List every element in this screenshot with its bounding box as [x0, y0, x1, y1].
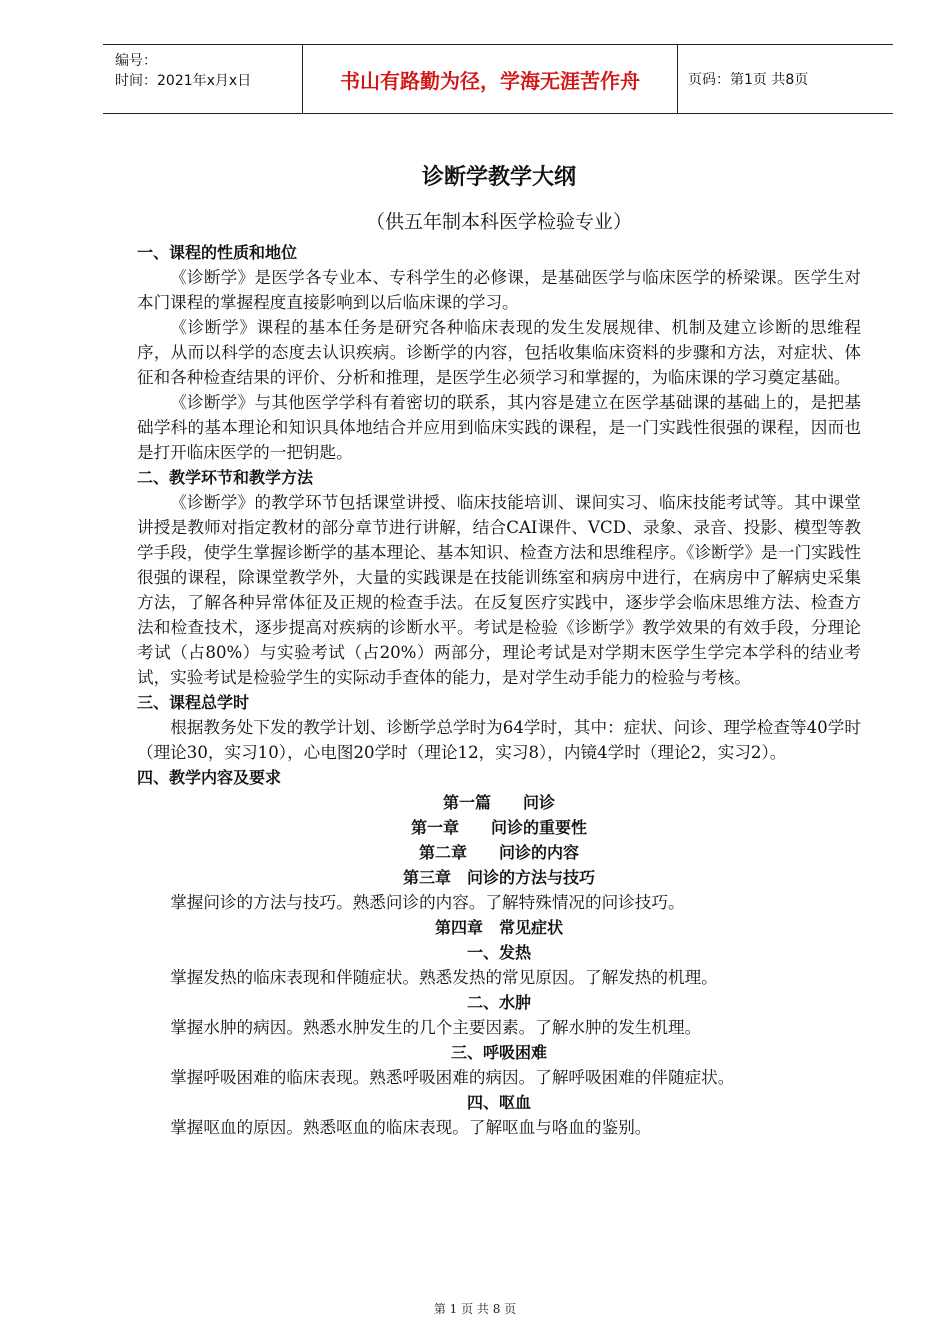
header-number: 编号： — [115, 53, 157, 69]
requirement-text: 掌握水肿的病因。熟悉水肿发生的几个主要因素。了解水肿的发生机理。 — [170, 1018, 702, 1037]
header-page-info: 页码：第1页 共8页 — [688, 72, 809, 88]
requirement-text: 掌握呕血的原因。熟悉呕血的临床表现。了解呕血与咯血的鉴别。 — [170, 1118, 652, 1137]
paragraph: 《诊断学》是医学各专业本、专科学生的必修课，是基础医学与临床医学的桥梁课。医学生对本门课程的掌握程度直接影响到以后临床课的学习。 — [137, 268, 861, 312]
paragraph: 根据教务处下发的教学计划、诊断学总学时为64学时，其中：症状、问诊、理学检查等40学时（理论30，实习10），心电图20学时（理论12，实习8），内镜4学时（理论2，实习2）。 — [137, 718, 861, 762]
page-footer: 第 1 页 共 8 页 — [433, 1302, 517, 1316]
paragraph: 《诊断学》课程的基本任务是研究各种临床表现的发生发展规律、机制及建立诊断的思维程序，从而以科学的态度去认识疾病。诊断学的内容，包括收集临床资料的步骤和方法，对症状、体征和各种检查结果的评价、分析和推理，是医学生必须学习和掌握的，为临床课的学习奠定基础。 — [137, 318, 861, 387]
paragraph: 《诊断学》的教学环节包括课堂讲授、临床技能培训、课间实习、临床技能考试等。其中课堂讲授是教师对指定教材的部分章节进行讲解，结合CAI课件、VCD、录象、录音、投影、模型等教学手段，使学生掌握诊断学的基本理论、基本知识、检查方法和思维程序。《诊断学》是一门实践性很强的课程，除课堂教学外，大量的实践课是在技能训练室和病房中进行，在病房中了解病史采集方法，了解各种异常体征及正规的检查手法。在反复医疗实践中，逐步学会临床思维方法、检查方法和检查技术，逐步提高对疾病的诊断水平。考试是检验《诊断学》教学效果的有效手段，分理论考试（占80%）与实验考试（占20%）两部分，理论考试是对学期末医学生学完本学科的结业考试，实验考试是检验学生的实际动手查体的能力，是对学生动手能力的检验与考核。 — [137, 493, 861, 687]
chapter-heading: 第二章 问诊的内容 — [418, 843, 579, 862]
part-heading: 第一篇 问诊 — [442, 793, 555, 812]
symptom-heading: 三、呼吸困难 — [450, 1043, 547, 1062]
document-title: 诊断学教学大纲 — [421, 165, 576, 190]
document-subtitle: （供五年制本科医学检验专业） — [365, 211, 632, 233]
requirement-text: 掌握问诊的方法与技巧。熟悉问诊的内容。了解特殊情况的问诊技巧。 — [170, 893, 685, 912]
section-heading: 一、课程的性质和地位 — [137, 243, 298, 262]
symptom-heading: 四、呕血 — [466, 1093, 531, 1112]
symptom-heading: 二、水肿 — [466, 993, 531, 1012]
section-heading: 四、教学内容及要求 — [137, 768, 282, 787]
header-meta — [103, 45, 303, 113]
chapter-heading: 第一章 问诊的重要性 — [410, 818, 587, 837]
header-date: 时间：2021年x月x日 — [115, 73, 252, 89]
requirement-text: 掌握发热的临床表现和伴随症状。熟悉发热的常见原因。了解发热的机理。 — [170, 968, 718, 987]
chapter-heading: 第四章 常见症状 — [434, 918, 563, 937]
section-heading: 三、课程总学时 — [137, 693, 250, 712]
symptom-heading: 一、发热 — [466, 943, 531, 962]
requirement-text: 掌握呼吸困难的临床表现。熟悉呼吸困难的病因。了解呼吸困难的伴随症状。 — [170, 1068, 735, 1087]
document-body — [137, 150, 861, 1140]
paragraph: 《诊断学》与其他医学学科有着密切的联系，其内容是建立在医学基础课的基础上的，是把基础学科的基本理论和知识具体地结合并应用到临床实践的课程，是一门实践性很强的课程，因而也是打开临床医学的一把钥匙。 — [137, 393, 861, 462]
chapter-heading: 第三章 问诊的方法与技巧 — [402, 868, 595, 887]
page-header — [103, 44, 893, 114]
section-heading: 二、教学环节和教学方法 — [137, 468, 314, 487]
header-motto: 书山有路勤为径，学海无涯苦作舟 — [303, 45, 678, 113]
